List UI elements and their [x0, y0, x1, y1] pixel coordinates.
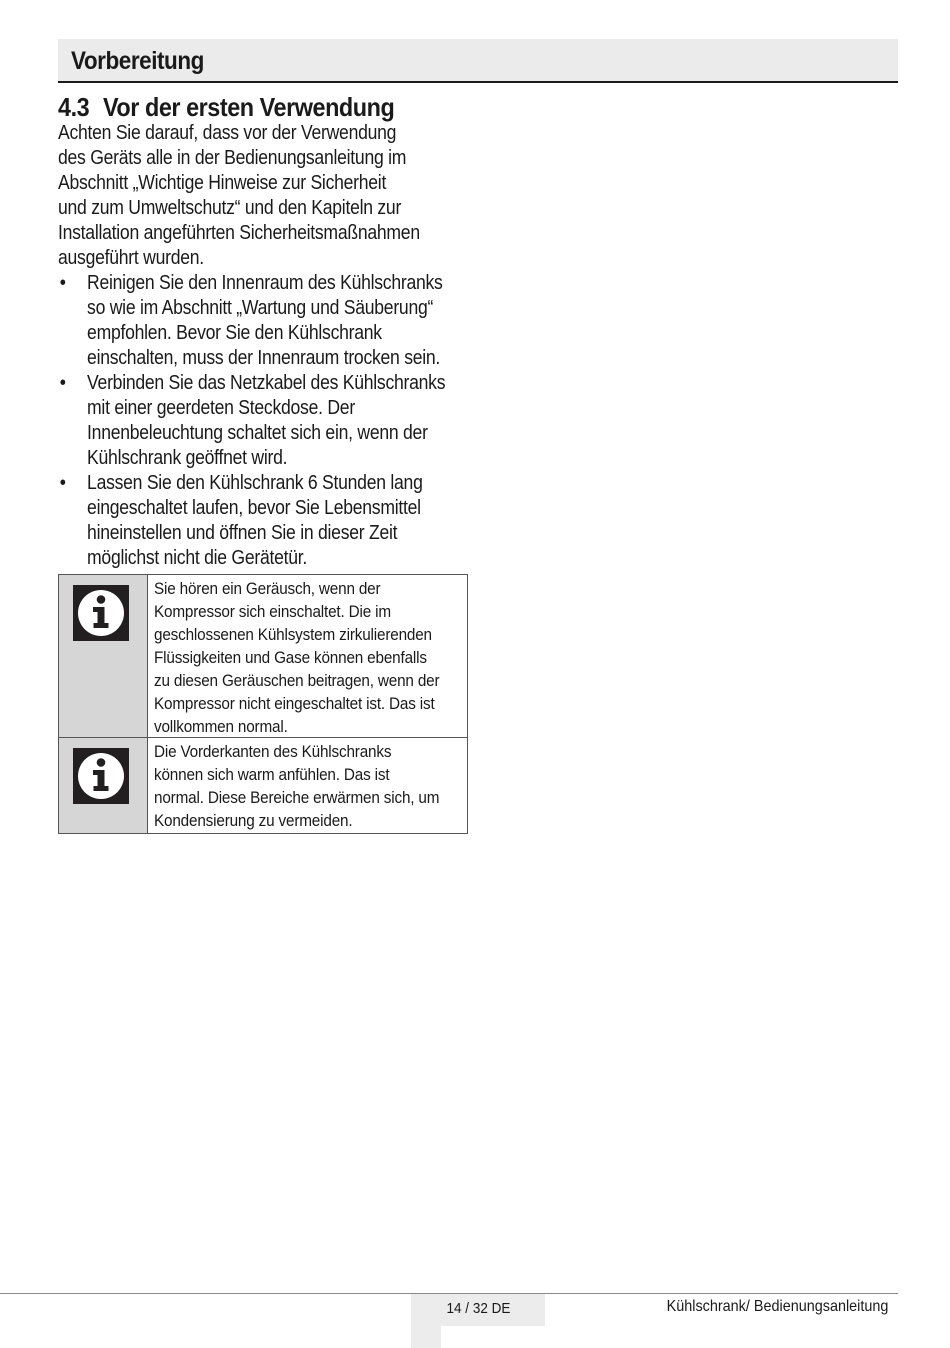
bullet-list — [58, 271, 463, 571]
text-line: möglichst nicht die Gerätetür. — [87, 547, 308, 569]
text-line: Reinigen Sie den Innenraum des Kühlschranks — [87, 272, 443, 294]
text-line: Flüssigkeiten und Gase können ebenfalls — [154, 648, 427, 667]
text-line: vollkommen normal. — [154, 717, 288, 736]
text-line: Innenbeleuchtung schaltet sich ein, wenn der — [87, 422, 428, 444]
text-line: einschalten, muss der Innenraum trocken sein. — [87, 347, 441, 369]
bullet-icon: • — [59, 272, 66, 294]
document-name: Kühlschrank/ Bedienungsanleitung — [666, 1298, 888, 1315]
text-line: und zum Umweltschutz“ und den Kapiteln zur — [58, 197, 402, 219]
text-line: Kühlschrank geöffnet wird. — [87, 447, 288, 469]
text-line: Lassen Sie den Kühlschrank 6 Stunden lang — [87, 472, 423, 494]
text-line: Installation angeführten Sicherheitsmaßnahmen — [58, 222, 420, 244]
bullet-icon: • — [59, 372, 66, 394]
note-text-cell — [147, 738, 508, 833]
list-item — [58, 471, 463, 571]
text-line: Kompressor nicht eingeschaltet ist. Das ist — [154, 694, 435, 713]
chapter-title: Vorbereitung — [71, 47, 204, 75]
bullet-icon: • — [59, 472, 66, 494]
info-notes-table — [58, 574, 468, 834]
info-note — [59, 575, 467, 738]
note-text — [154, 740, 469, 832]
text-line: Achten Sie darauf, dass vor der Verwendung — [58, 122, 397, 144]
section-title: Vor der ersten Verwendung — [103, 92, 395, 122]
section-heading — [58, 92, 394, 123]
text-line: empfohlen. Bevor Sie den Kühlschrank — [87, 322, 382, 344]
text-line: geschlossenen Kühlsystem zirkulierenden — [154, 625, 432, 644]
section-number: 4.3 — [58, 92, 90, 122]
note-text-cell — [147, 575, 508, 737]
text-line: Kondensierung zu vermeiden. — [154, 811, 353, 830]
text-line: Die Vorderkanten des Kühlschranks — [154, 742, 392, 761]
note-text — [154, 577, 469, 738]
list-item — [58, 371, 463, 471]
note-icon-cell — [59, 738, 147, 833]
info-note — [59, 738, 467, 833]
text-line: Verbinden Sie das Netzkabel des Kühlschranks — [87, 372, 446, 394]
text-line: normal. Diese Bereiche erwärmen sich, um — [154, 788, 440, 807]
note-icon-cell — [59, 575, 147, 737]
text-line: ausgeführt wurden. — [58, 247, 204, 269]
info-icon — [73, 748, 129, 804]
info-icon — [73, 585, 129, 641]
text-line: des Geräts alle in der Bedienungsanleitung im — [58, 147, 407, 169]
text-line: zu diesen Geräuschen beitragen, wenn der — [154, 671, 440, 690]
page-box-tab — [411, 1326, 441, 1348]
text-line: mit einer geerdeten Steckdose. Der — [87, 397, 355, 419]
text-line: hineinstellen und öffnen Sie in dieser Zeit — [87, 522, 398, 544]
page-number: 14 / 32 DE — [446, 1300, 510, 1317]
list-item — [58, 271, 463, 371]
text-line: Abschnitt „Wichtige Hinweise zur Sicherheit — [58, 172, 387, 194]
text-line: können sich warm anfühlen. Das ist — [154, 765, 390, 784]
chapter-header — [58, 39, 898, 83]
text-line: eingeschaltet laufen, bevor Sie Lebensmittel — [87, 497, 421, 519]
text-line: Kompressor sich einschaltet. Die im — [154, 602, 391, 621]
text-line: Sie hören ein Geräusch, wenn der — [154, 579, 381, 598]
text-line: so wie im Abschnitt „Wartung und Säuberung“ — [87, 297, 434, 319]
intro-paragraph — [58, 121, 463, 271]
page-number-box — [411, 1294, 545, 1326]
